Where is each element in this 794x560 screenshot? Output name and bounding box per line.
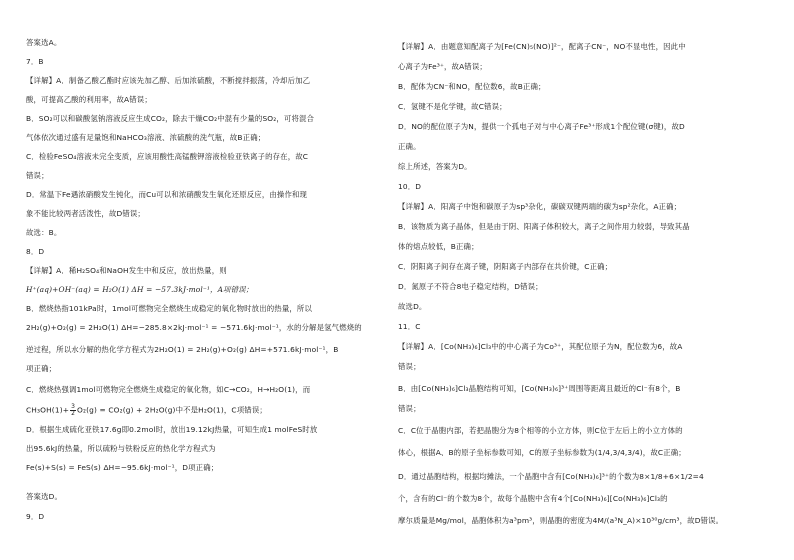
text-line: C．检验FeSO₄溶液未完全变质，应该用酸性高锰酸钾溶液检验亚铁离子的存在，故C xyxy=(26,152,309,161)
text-line: 项正确； xyxy=(26,364,57,373)
equation-line xyxy=(26,404,267,417)
text-line: 【详解】A．制备乙酸乙酯时应该先加乙醇、后加浓硫酸，不断搅拌振荡，冷却后加乙 xyxy=(26,76,311,85)
equation-line: H⁺(aq)+OH⁻(aq) = H₂O(1) ΔH = −57.3kJ·mol⁻¹，A项错误； xyxy=(26,285,254,294)
text-line: 【详解】A．[Co(NH₃)₆]Cl₃中的中心离子为Co³⁺，其配位原子为N，配位数为6，故A xyxy=(398,342,683,351)
text-line: D．NO的配位原子为N，提供一个孤电子对与中心离子Fe³⁺形成1个配位键(σ键)，故D xyxy=(398,122,685,131)
text-line: 9．D xyxy=(26,512,45,521)
text-line: B．该物质为离子晶体，但是由于阴、阳离子体积较大，离子之间作用力较弱，导致其晶 xyxy=(398,222,690,231)
text-line: C．阴阳离子间存在离子键，阴阳离子内部存在共价键，C正确； xyxy=(398,262,613,271)
text-line: 错误； xyxy=(398,404,421,413)
text-line: 象不能比较两者活泼性，故D错误； xyxy=(26,209,145,218)
text-line: 体心，根据A、B的原子坐标参数可知，C的原子坐标参数为(1/4,3/4,3/4)，故C正确； xyxy=(398,448,686,457)
text-line: D．通过晶胞结构，根据均摊法，一个晶胞中含有[Co(NH₃)₆]³⁺的个数为8×1/8+6×1/2=4 xyxy=(398,472,704,481)
equation-rhs: O₂(g) = CO₂(g) + 2H₂O(g)中不是H₂O(1)，C项错误； xyxy=(77,405,267,415)
text-line: 出95.6kJ的热量，所以硫粉与铁粉反应的热化学方程式为 xyxy=(26,444,216,453)
text-line: 答案选A。 xyxy=(26,38,62,47)
text-line: 正确。 xyxy=(398,142,421,151)
text-line: B．配体为CN⁻和NO，配位数6，故B正确； xyxy=(398,82,546,91)
text-line: B．燃烧热指101kPa时，1mol可燃物完全燃烧生成稳定的氧化物时放出的热量，所以 xyxy=(26,304,312,313)
text-line: C．氢键不是化学键，故C错误； xyxy=(398,102,507,111)
text-line: 答案选D。 xyxy=(26,492,63,501)
text-line: 摩尔质量是Mg/mol，晶胞体积为a³pm³，则晶胞的密度为4M/(a³N_A)×10³⁰g/cm³，故D错误。 xyxy=(398,516,724,525)
text-line: 错误； xyxy=(26,171,49,180)
text-line: 逆过程，所以水分解的热化学方程式为2H₂O(1) = 2H₂(g)+O₂(g) ΔH=+571.6kJ·mol⁻¹，B xyxy=(26,345,339,354)
text-line: 8．D xyxy=(26,247,45,256)
text-line: 个，含有的Cl⁻的个数为8个，故每个晶胞中含有4个[Co(NH₃)₆][Co(NH₃)₆]Cl₃的 xyxy=(398,494,668,503)
text-line: D．常温下Fe遇浓硝酸发生钝化，而Cu可以和浓硝酸发生氧化还原反应，由操作和现 xyxy=(26,190,308,199)
text-line: 体的熔点较低，B正确； xyxy=(398,242,479,251)
text-line: 心离子为Fe³⁺，故A错误； xyxy=(398,62,487,71)
text-line: C．C位于晶胞内部，若把晶胞分为8个相等的小立方体，则C位于左后上的小立方体的 xyxy=(398,426,683,435)
text-line: 故选D。 xyxy=(398,302,427,311)
text-line: 气体依次通过盛有足量饱和NaHCO₃溶液、浓硫酸的洗气瓶，故B正确； xyxy=(26,133,266,142)
equation-lhs: CH₃OH(1)+ xyxy=(26,405,70,415)
text-line: B．SO₂可以和碳酸氢钠溶液反应生成CO₂，除去干燥CO₂中混有少量的SO₂，可将混合 xyxy=(26,114,315,123)
text-line: 【详解】A．阳离子中饱和碳原子为sp³杂化，碳碳双键两端的碳为sp²杂化，A正确； xyxy=(398,202,682,211)
text-line: 10．D xyxy=(398,182,422,191)
equation-line: Fe(s)+S(s) = FeS(s) ΔH=−95.6kJ·mol⁻¹，D项正确； xyxy=(26,463,219,472)
text-line: 酸，可提高乙酸的利用率，故A错误； xyxy=(26,95,152,104)
text-line: D．根据生成硫化亚铁17.6g即0.2mol时，放出19.12kJ热量，可知生成1 molFeS时放 xyxy=(26,425,318,434)
text-line: B．由[Co(NH₃)₆]Cl₃晶胞结构可知，[Co(NH₃)₆]³⁺周围等距离且最近的Cl⁻有8个，B xyxy=(398,384,681,393)
text-line: 【详解】A．稀H₂SO₄和NaOH发生中和反应，放出热量，则 xyxy=(26,266,227,275)
text-line: 7．B xyxy=(26,57,44,66)
text-line: 故选：B。 xyxy=(26,228,62,237)
text-line: 错误； xyxy=(398,362,421,371)
text-line: 11．C xyxy=(398,322,421,331)
text-line: 【详解】A．由题意知配离子为[Fe(CN)₅(NO)]²⁻，配离子CN⁻，NO不显电性，因此中 xyxy=(398,42,686,51)
fraction: $\frac{3}{2}$ xyxy=(71,403,76,417)
equation-line: 2H₂(g)+O₂(g) = 2H₂O(1) ΔH=−285.8×2kJ·mol⁻¹ = −571.6kJ·mol⁻¹，水的分解是氢气燃烧的 xyxy=(26,323,362,332)
text-line: C．燃烧热强调1mol可燃物完全燃烧生成稳定的氧化物，如C→CO₂，H→H₂O(1)，而 xyxy=(26,385,311,394)
text-line: D．氮原子不符合8电子稳定结构，D错误； xyxy=(398,282,543,291)
text-line: 综上所述，答案为D。 xyxy=(398,162,472,171)
